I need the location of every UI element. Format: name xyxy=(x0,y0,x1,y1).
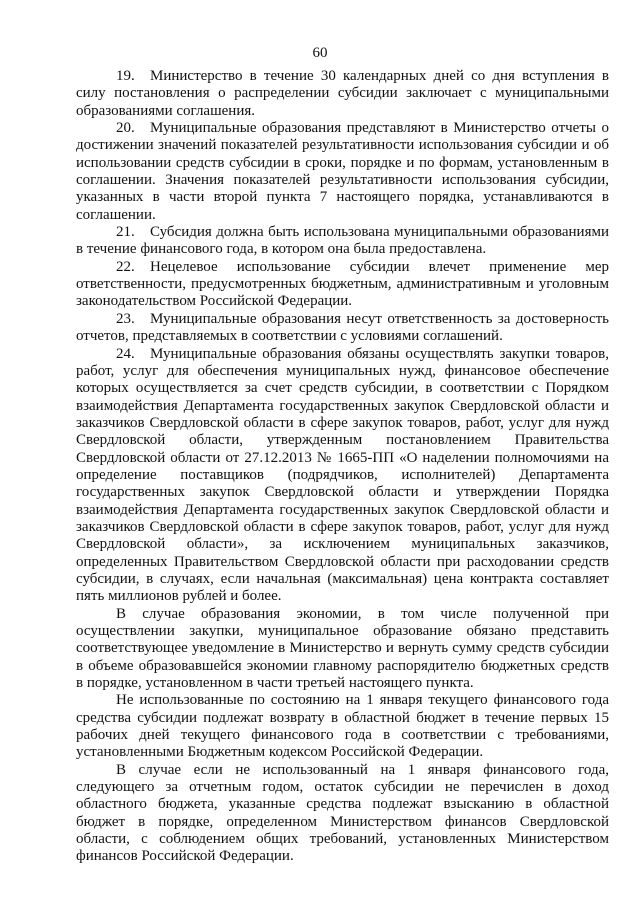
paragraph-text: Муниципальные образования обязаны осуществлять закупки товаров, работ, услуг для обеспечения муниципальных нужд, финансовое обеспечение которых осуществляется за счет средств субсидии, в соответствии с Порядком взаимодействия Департамента государственных закупок Свердловской области и заказчиков Свердловской области в сфере закупок товаров, работ, услуг для нужд Свердловской области, утвержденным постановлением Правительства Свердловской области от 27.12.2013 № 1665-ПП «О наделении полномочиями на определение поставщиков (подрядчиков, исполнителей) Департамента государственных закупок Свердловской области и утверждении Порядка взаимодействия Департамента государственных закупок Свердловской области и заказчиков Свердловской области в сфере закупок товаров, работ, услуг для нужд Свердловской области», за исключением муниципальных заказчиков, определенных Правительством Свердловской области при расходовании средств субсидии, в случаях, если начальная (максимальная) цена контракта составляет пять миллионов рублей и более. xyxy=(76,345,609,605)
paragraph-text: Не использованные по состоянию на 1 января текущего финансового года средства субсидии подлежат возврату в областной бюджет в течение первых 15 рабочих дней текущего финансового года в соответствии с требованиями, установленными Бюджетным кодексом Российской Федерации. xyxy=(76,692,609,761)
paragraph-text: Субсидия должна быть использована муниципальными образованиями в течение финансового года, в котором она была предоставлена. xyxy=(76,224,609,258)
paragraph-number: 20. xyxy=(116,120,135,137)
paragraph-number: 22. xyxy=(116,258,135,275)
paragraph-number: 24. xyxy=(116,345,135,362)
paragraph-20 xyxy=(76,120,609,224)
paragraph-text: Муниципальные образования представляют в Министерство отчеты о достижении значений показателей результативности использования субсидии и об использовании средств субсидии в сроки, порядке и по формам, установленным в соглашении. Значения показателей результативности использования субсидии, указанных в части второй пункта 7 настоящего порядка, устанавливаются в соглашении. xyxy=(76,120,609,223)
document-body xyxy=(76,68,609,866)
paragraph-24 xyxy=(76,346,609,606)
paragraph-21 xyxy=(76,224,609,259)
paragraph-text: Муниципальные образования несут ответственность за достоверность отчетов, представляемых в соответствии с условиями соглашений. xyxy=(76,310,609,345)
paragraph-number: 21. xyxy=(116,224,135,241)
paragraph-text: В случае образования экономии, в том числе полученной при осуществлении закупки, муниципальное образование обязано представить соответствующее уведомление в Министерство и вернуть сумму средств субсидии в объеме образовавшейся экономии главному распорядителю бюджетных средств в порядке, установленном в части третьей настоящего пункта. xyxy=(76,605,609,692)
paragraph-text: Нецелевое использование субсидии влечет применение мер ответственности, предусмотренных бюджетным, административным и уголовным законодательством Российской Федерации. xyxy=(76,258,609,310)
paragraph-24-part-3 xyxy=(76,692,609,761)
page-number: 60 xyxy=(312,45,328,61)
paragraph-text: В случае если не использованный на 1 января финансового года, следующего за отчетным годом, остаток субсидии не перечислен в доход областного бюджета, указанные средства подлежат взысканию в областной бюджет в порядке, определенном Министерством финансов Свердловской области, с соблюдением общих требований, установленных Министерством финансов Российской Федерации. xyxy=(76,761,609,865)
paragraph-24-part-2 xyxy=(76,606,609,693)
paragraph-number: 19. xyxy=(116,68,135,84)
paragraph-number: 23. xyxy=(116,310,135,327)
paragraph-text: Министерство в течение 30 календарных дней со дня вступления в силу постановления о распределении субсидии заключает с муниципальными образованиями соглашения. xyxy=(76,68,609,119)
paragraph-19 xyxy=(76,68,609,120)
paragraph-24-part-4 xyxy=(76,762,609,866)
paragraph-22 xyxy=(76,259,609,311)
paragraph-23 xyxy=(76,311,609,346)
